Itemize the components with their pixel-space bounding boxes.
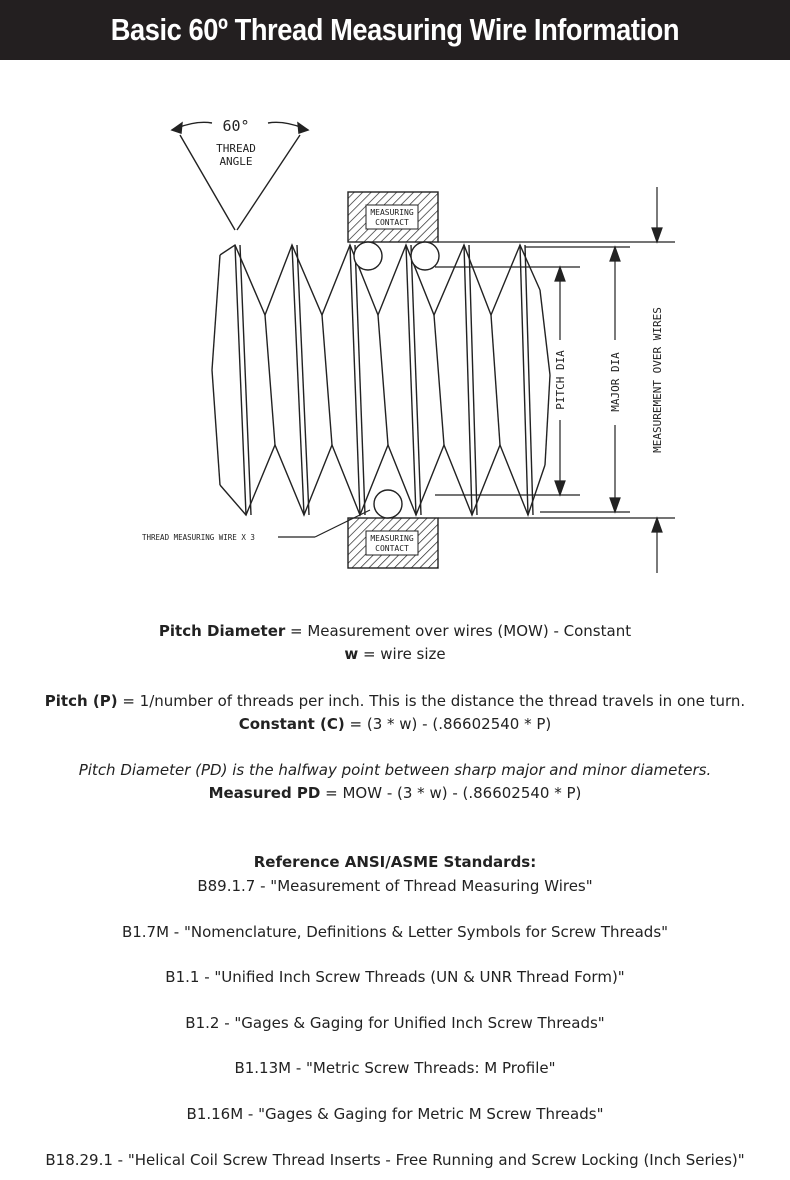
references-heading: Reference ANSI/ASME Standards: [253,853,537,871]
mpd-def: = MOW - (3 * w) - (.86602540 * P) [320,784,582,802]
contact-top-label-1: MEASURING [370,208,414,217]
page-title: Basic 60º Thread Measuring Wire Information [110,12,680,47]
mpd-term: Measured PD [208,784,321,802]
wire-label: THREAD MEASURING WIRE X 3 [142,533,255,542]
reference-item: B1.16M - "Gages & Gaging for Metric M Screw Threads" [186,1105,604,1123]
reference-item: B1.7M - "Nomenclature, Definitions & Letter Symbols for Screw Threads" [121,923,669,941]
const-def: = (3 * w) - (.86602540 * P) [344,715,552,733]
pd-term: Pitch Diameter [158,622,286,640]
w-term: w [344,645,359,663]
w-def: = wire size [358,645,446,663]
angle-label-angle: ANGLE [219,155,253,168]
angle-label-thread: THREAD [216,142,256,155]
reference-item: B1.13M - "Metric Screw Threads: M Profile" [234,1059,556,1077]
reference-item: B89.1.7 - "Measurement of Thread Measuring Wires" [197,877,593,895]
pitch-dia-label: PITCH DIA [554,350,567,410]
pitch-diameter-formula [0,620,790,666]
const-term: Constant (C) [238,715,345,733]
measuring-wires [354,242,439,518]
pitch-constant-formula [0,690,790,736]
threaded-rod [212,245,550,515]
contact-bottom-label-2: CONTACT [375,544,409,553]
pd-note: Pitch Diameter (PD) is the halfway point between sharp major and minor diameters. [78,761,712,779]
contact-bottom-label-1: MEASURING [370,534,414,543]
contact-top-label-2: CONTACT [375,218,409,227]
pd-def: = Measurement over wires (MOW) - Constant [285,622,632,640]
reference-item: B18.29.1 - "Helical Coil Screw Thread Inserts - Free Running and Screw Locking (Inch Series)" [45,1151,745,1169]
pitch-def: = 1/number of threads per inch. This is the distance the thread travels in one turn. [117,692,746,710]
measuring-contact-bottom [348,518,438,568]
mow-label: MEASUREMENT OVER WIRES [651,307,664,453]
pitch-term: Pitch (P) [44,692,118,710]
measured-pd-formula [0,759,790,805]
measuring-contact-top [348,192,438,242]
title-bar [0,0,790,60]
thread-wire-diagram [120,95,720,585]
major-dia-label: MAJOR DIA [609,352,622,412]
thread-angle-indicator [172,122,308,230]
angle-value: 60° [222,117,250,135]
reference-item: B1.2 - "Gages & Gaging for Unified Inch Screw Threads" [185,1014,605,1032]
reference-item: B1.1 - "Unified Inch Screw Threads (UN & UNR Thread Form)" [165,968,625,986]
